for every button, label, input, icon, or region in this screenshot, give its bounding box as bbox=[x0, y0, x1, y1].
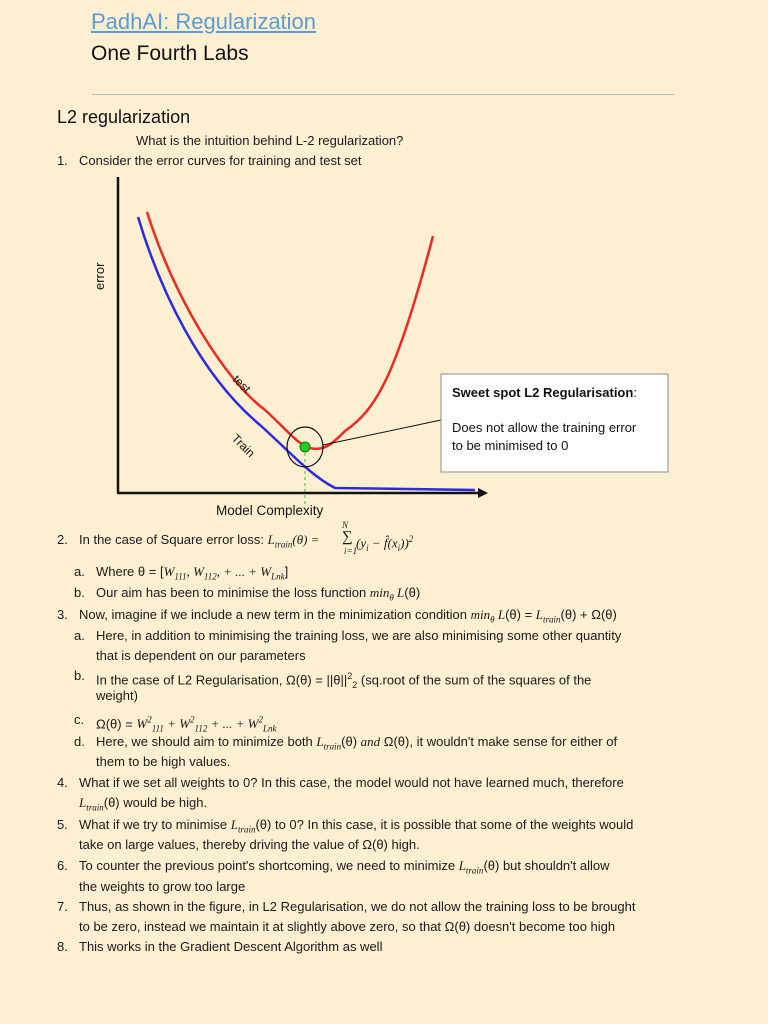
item-text: them to be high values. bbox=[96, 754, 231, 769]
item-text: weight) bbox=[96, 688, 138, 703]
item-letter: d. bbox=[74, 734, 85, 749]
item-number: 5. bbox=[57, 817, 68, 832]
item-text: What if we set all weights to 0? In this case, the model would not have learned much, therefore bbox=[79, 775, 624, 790]
item-text: In the case of L2 Regularisation, $\Omega(\theta) = ||\theta||^2_2$ (sq.root of the sum of the squares of the bbox=[96, 671, 592, 690]
item-text: the weights to grow too large bbox=[79, 879, 246, 894]
item-number: 7. bbox=[57, 899, 68, 914]
sweet-spot-marker bbox=[300, 442, 310, 452]
item-text: Our aim has been to minimise the loss function $\min_\theta L(\theta)$ bbox=[96, 585, 421, 603]
item-text: Here, we should aim to minimize both $L_{train}(\theta)$ and Ω(θ), it wouldn't make sense for either of bbox=[96, 734, 618, 752]
train-curve-label: Train bbox=[228, 431, 258, 461]
item-text: In the case of Square error loss: $L_{train}(\theta)$ = bbox=[79, 532, 320, 550]
item-number: 2. bbox=[57, 532, 68, 547]
item-text: This works in the Gradient Descent Algorithm as well bbox=[79, 939, 383, 954]
item-letter: b. bbox=[74, 585, 85, 600]
sum-upper-limit: N bbox=[342, 520, 349, 530]
item-letter: a. bbox=[74, 628, 85, 643]
item-letter: b. bbox=[74, 668, 85, 683]
callout-title: Sweet spot L2 Regularisation: bbox=[452, 385, 637, 400]
org-name: One Fourth Labs bbox=[91, 42, 249, 65]
sum-symbol: ∑ bbox=[342, 529, 353, 545]
item-text: to be zero, instead we maintain it at slightly above zero, so that Ω(θ) doesn't become too high bbox=[79, 919, 616, 934]
item-number: 8. bbox=[57, 939, 68, 954]
y-axis-label: error bbox=[92, 262, 107, 290]
item-text: To counter the previous point's shortcoming, we need to minimize $L_{train}(\theta)$ but shouldn't allow bbox=[79, 858, 610, 876]
square-error-term: ($y_i$ − $f̂(x_i))^2$ bbox=[356, 534, 414, 553]
callout-line-1: Does not allow the training error bbox=[452, 420, 637, 435]
section-heading: L2 regularization bbox=[57, 107, 191, 127]
test-curve bbox=[147, 212, 433, 449]
item-number: 4. bbox=[57, 775, 68, 790]
item-number: 6. bbox=[57, 858, 68, 873]
item-number: 3. bbox=[57, 607, 68, 622]
test-curve-label: test bbox=[229, 372, 254, 396]
item-text: Consider the error curves for training and test set bbox=[79, 153, 362, 168]
item-text: Here, in addition to minimising the training loss, we are also minimising some other quantity bbox=[96, 628, 622, 643]
item-letter: c. bbox=[74, 712, 85, 727]
item-text: What if we try to minimise $L_{train}(\theta)$ to 0? In this case, it is possible that some of the weights would bbox=[79, 817, 634, 835]
x-axis-label: Model Complexity bbox=[216, 503, 324, 518]
item-text: $L_{train}(\theta)$ would be high. bbox=[79, 795, 208, 813]
item-text: Now, imagine if we include a new term in the minimization condition $\min_\theta L(\theta) = L_{train}(\theta) + \Omega(\theta)$ bbox=[79, 607, 617, 625]
square-error-formula: $L_{train}(\theta)$ = bbox=[267, 532, 320, 550]
callout-pointer bbox=[323, 420, 441, 445]
item-letter: a. bbox=[74, 564, 85, 579]
item-text: Where $\theta = [W_{111}$, $W_{112}$, + ... + $W_{Lnk}$] bbox=[96, 564, 289, 582]
intuition-question: What is the intuition behind L-2 regularization? bbox=[136, 133, 404, 148]
course-title[interactable]: PadhAI: Regularization bbox=[91, 9, 317, 34]
sum-lower-limit: i=1 bbox=[344, 546, 358, 556]
callout-line-2: to be minimised to 0 bbox=[452, 438, 569, 453]
item-text: take on large values, thereby driving the value of Ω(θ) high. bbox=[79, 837, 420, 852]
item-text: that is dependent on our parameters bbox=[96, 648, 306, 663]
item-number: 1. bbox=[57, 153, 68, 168]
omega-formula: $\Omega(\theta) = W^2_{111} + W^2_{112}$ + ... + $W^2_{Lnk}$ bbox=[96, 715, 277, 734]
item-text: Thus, as shown in the figure, in L2 Regularisation, we do not allow the training loss to be brought bbox=[79, 899, 636, 914]
